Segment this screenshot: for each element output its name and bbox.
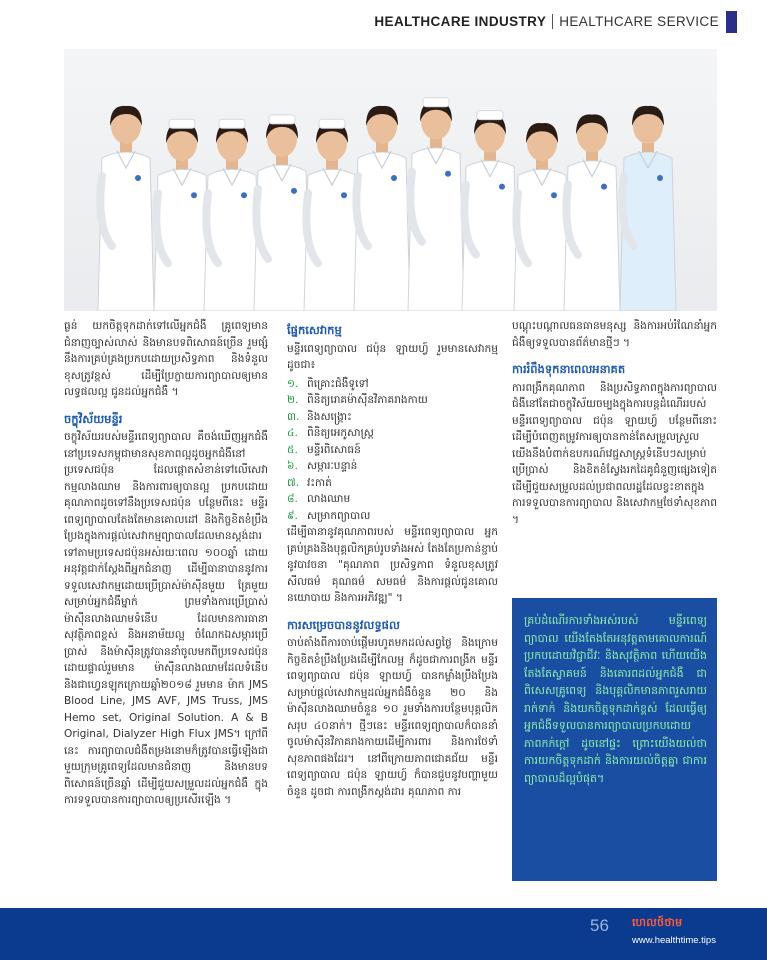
service-label: លាងឈាម (307, 493, 351, 505)
service-number: ៨. (287, 493, 298, 505)
service-label: និងសង្គ្រោះ (307, 410, 352, 423)
service-label: ពិនិត្យអេកូសាស្ត្រ (307, 427, 374, 439)
service-number: ៣. (287, 410, 300, 423)
article-column-1 (64, 318, 268, 815)
service-item (287, 475, 498, 492)
pull-quote-box (512, 598, 717, 881)
col3-intro-paragraph: បណ្តុះបណ្តាលធនធានមនុស្ស និងការអប់រំណែនាំអ្នកជំងឺឲ្យទទួលបានព័ត៌មានថ្មីៗ ។ (512, 320, 717, 349)
staff-member (408, 98, 464, 311)
service-item (287, 392, 498, 409)
service-label: សម្រាកព្យាបាល (307, 509, 371, 522)
header-accent-bar (726, 11, 737, 33)
pull-quote-text: គ្រប់ដំណើរការទាំងអស់របស់ មន្ទីរពេទ្យព្យាបាល យើងតែងតែអនុវត្តតាមគោលការណ៍ប្រកបដោយវិជ្ជាជីវៈ និងសុវត្ថិភាព ហើយយើងតែងតែស្វាគមន៍ និងគោរពដល់អ្នកជំងឺ ជាពិសេសគ្រូពេទ្យ និងបុគ្គលិកមានភាពរួសរាយរាក់ទាក់ និងយកចិត្តទុកដាក់ខ្ពស់ ដែលធ្វើឲ្យអ្នកជំងឺទទួលបានការព្យាបាលប្រកបដោយភាពកក់ក្តៅ ដូចនៅផ្ទះ ព្រោះយើងយល់ថា ការយកចិត្តទុកដាក់ និងការយល់ចិត្តគ្នា ជាការព្យាបាលដ៏ល្អបំផុត។ (524, 614, 707, 785)
service-item (287, 458, 498, 475)
services-motto-paragraph: ដើម្បីធានានូវគុណភាពរបស់ មន្ទីរពេទ្យព្យាបាល អ្នកគ្រប់គ្រងនិងបុគ្គលិកគ្រប់រូបទាំងអស់ តែងតែប្រកាន់ខ្ជាប់នូវបាវចនា "គុណភាព ប្រសិទ្ធភាព ទំនួលខុសត្រូវ សីលធម៌ គុណធម៌ សមធម៌ និងការផ្តល់ជូនគោលនយោបាយ និងការអភិវឌ្ឍ" ។ (287, 526, 499, 604)
staff-member (304, 119, 360, 311)
service-item (287, 508, 498, 525)
staff-member (154, 119, 210, 311)
vision-heading: ចក្ខុវិស័យមន្ទីរ (64, 411, 123, 426)
service-number: ៧. (287, 476, 300, 489)
results-heading: ការសម្រេចបាននូវលទ្ធផល (287, 617, 400, 632)
header-divider (552, 14, 553, 29)
header-section-title: HEALTHCARE INDUSTRY (374, 13, 547, 29)
staff-member (514, 123, 570, 311)
service-item (287, 442, 498, 459)
service-number: ១. (287, 377, 299, 390)
magazine-brand: ហេលថ៍ថាម (632, 916, 683, 929)
equipment-brands: JMS Blood Line, JMS AVF, JMS Truss, JMS Hemo set, Original Solution. A & B Original, Dialyzer High Flux JMS (64, 678, 269, 740)
vision-paragraph (64, 429, 268, 809)
service-number: ៥. (287, 443, 298, 456)
service-number: ៦. (287, 460, 298, 472)
service-number: ៩. (287, 509, 298, 522)
page-header (374, 10, 719, 32)
staff-member (354, 106, 410, 311)
service-item (287, 409, 498, 426)
article-column-2 (287, 318, 498, 806)
service-label: មន្ទីរពិសោធន៍ (307, 443, 361, 456)
staff-member (462, 111, 518, 311)
service-label: វះកាត់ (307, 476, 332, 489)
service-number: ២. (287, 394, 299, 406)
staff-member (564, 114, 620, 311)
service-number: ៤. (287, 427, 298, 439)
services-heading: ផ្នែកសេវាកម្ម (287, 323, 342, 337)
staff-group-photo (64, 49, 717, 311)
header-subsection-title: HEALTHCARE SERVICE (559, 13, 719, 29)
vision-body: ចក្ខុវិស័យរបស់មន្ទីរពេទ្យព្យាបាល គឺចង់ឃើញអ្នកជំងឺនៅប្រទេសកម្ពុជាមានសុខភាពល្អដូចអ្នកជំងឺនៅប្រទេសជប៉ុន ដែលផ្តោតសំខាន់ទៅលើសេវាកម្មលាងឈាម និងការពារឲ្យបានល្អ ប្រកបដោយគុណភាពដូចទៅនឹងប្រទេសជប៉ុន បន្ថែមពីនេះ មន្ទីរពេទ្យព្យាបាលតែងតែមានគោលដៅ និងកិច្ចខិតខំប្រឹងប្រែងក្នុងការផ្តល់សេវាកម្មព្យាបាលដែលមានស្តង់ដារ ទៅតាមប្រទេសជប៉ុនអស់រយៈពេល ១០០ឆ្នាំ ដោយអនុវត្តជាក់ស្តែងពីអ្នកជំនាញ ដើម្បីធានាបាននូវការទទួលសេវាកម្មដោយប្រើប្រាស់ម៉ាស៊ីនមួយ ត្រែមួយ សម្រាប់អ្នកជំងឺម្នាក់ ព្រមទាំងការប្រើប្រាស់ម៉ាស៊ីនលាងឈាមទំនើប ដែលមានការធានាសុវត្ថិភាពខ្ពស់ និងអនាម័យល្អ ចំណែកឯសម្ភារប្រើប្រាស់ និងម៉ាស៊ីនត្រូវបាននាំចូលមកពីប្រទេសជប៉ុន ដោយផ្ទាល់រួមមាន ម៉ាស៊ីនលាងឈាមដែលទំនើប និងជាហ្វេនឡុកក្រោយឆ្នាំ២០១៨ រួមមាន ម៉ាក (64, 431, 268, 691)
staff-illustration (64, 49, 717, 311)
results-paragraph: ចាប់តាំងពីការចាប់ផ្តើមរហូតមកដល់សព្វថ្ងៃ និងក្រោមកិច្ចខិតខំប្រឹងប្រែងដើម្បីកែលម្អ ក៏ដូចជាការពង្រីក មន្ទីរពេទ្យព្យាបាល ជប៉ុន ឡាយហ្វ៍ បានកម្លាំងប្រឹងប្រែងសម្រាប់ផ្តល់សេវាកម្មដល់អ្នកជំងឺចំនួន ២០ និងម៉ាស៊ីនលាងឈាមចំនួន ១០ រួមទាំងការបន្ថែមបុគ្គលិកសរុប ៤០នាក់។ ថ្មីៗនេះ មន្ទីរពេទ្យព្យាបាលក៏បាននាំចូលម៉ាស៊ីនវិភាគរាងកាយដើម្បីការពារ និងការថែទាំសុខភាពផងដែរ។ នៅពីក្រោយភាពជោគជ័យ មន្ទីរពេទ្យព្យាបាល ជប៉ុន ឡាយហ្វ៍ ក៏បានជួបនូវបញ្ហាមួយចំនួន ដូចជា ការពង្រីកស្តង់ដារ គុណភាព ការ (287, 637, 498, 798)
staff-member (620, 106, 676, 311)
services-lead: មន្ទីរពេទ្យព្យាបាល ជប៉ុន ឡាយហ្វ៍ រួមមានសេវាកម្មដូចជា៖ (287, 342, 498, 371)
page-number: 56 (590, 916, 609, 935)
service-item (287, 376, 498, 393)
magazine-url[interactable]: www.healthtime.tips (632, 935, 716, 946)
service-item (287, 491, 498, 508)
future-paragraph: ការពង្រីកគុណភាព និងប្រសិទ្ធភាពក្នុងការព្យាបាលជំងឺនៅតែជាចក្ខុវិស័យចម្បងក្នុងការបន្តដំណើររបស់មន្ទីរពេទ្យព្យាបាល ជប៉ុន ឡាយហ្វ៍ បន្ថែមពីនោះ ដើម្បីបំពេញតម្រូវការឲ្យបានកាន់តែសម្រួលស្រួល យើងនឹងបំពាក់ឧបករណ៍វេជ្ជសាស្ត្រទំនើបៗសម្រាប់ប្រើប្រាស់ និងខិតខំស្វែងរកដៃគូជំនួញផ្សេងទៀតដើម្បីជួយសម្រួលដល់ប្រជាពលរដ្ឋដែលខ្វះខាតក្នុងការទទួលបានការព្យាបាល និងសេវាកម្មថែទាំសុខភាព ។ (512, 381, 717, 526)
service-item (287, 425, 498, 442)
services-list (287, 376, 498, 525)
future-heading: ការរំពឹងទុកនាពេលអនាគត (512, 362, 626, 376)
staff-member (204, 119, 260, 311)
page-footer (0, 908, 767, 960)
staff-member (98, 106, 154, 311)
article-column-3 (512, 318, 717, 534)
vision-body-continued: ។ ក្រៅពីនេះ ការព្យាបាលជំងឺតម្រងនោមក៏ត្រូវបានធ្វើឡើងជាមួយក្រុមគ្រូពេទ្យដែលមានជំនាញ និងមានបទពិសោធន៍ច្រើនឆ្នាំ ដើម្បីជួយសម្រួលដល់អ្នកជំងឺ ក្នុងការទទួលបានការព្យាបាលឲ្យប្រសើរឡើង ។ (64, 728, 269, 806)
col1-intro-paragraph: ធ្ងន់ យកចិត្តទុកដាក់ទៅលើអ្នកជំងឺ គ្រូពេទ្យមានជំនាញច្បាស់លាស់ និងមានបទពិសោធន៍ច្រើន រួមផ្សំនឹងការគ្រប់គ្រងប្រកបដោយប្រសិទ្ធភាព និងទំនួលខុសត្រូវខ្ពស់ ដើម្បីប្រែក្លាយការព្យាបាលឲ្យមានលទ្ធផលល្អ ជូនដល់អ្នកជំងឺ ។ (64, 320, 268, 398)
staff-member (254, 115, 310, 311)
service-label: សម្ភារៈបន្ទាន់ (307, 460, 358, 472)
service-label: ពិនិត្យរោគម៉ាស៊ីនវិភាគរាងកាយ (307, 394, 428, 406)
service-label: ពិគ្រោះជំងឺទូទៅ (307, 377, 369, 390)
